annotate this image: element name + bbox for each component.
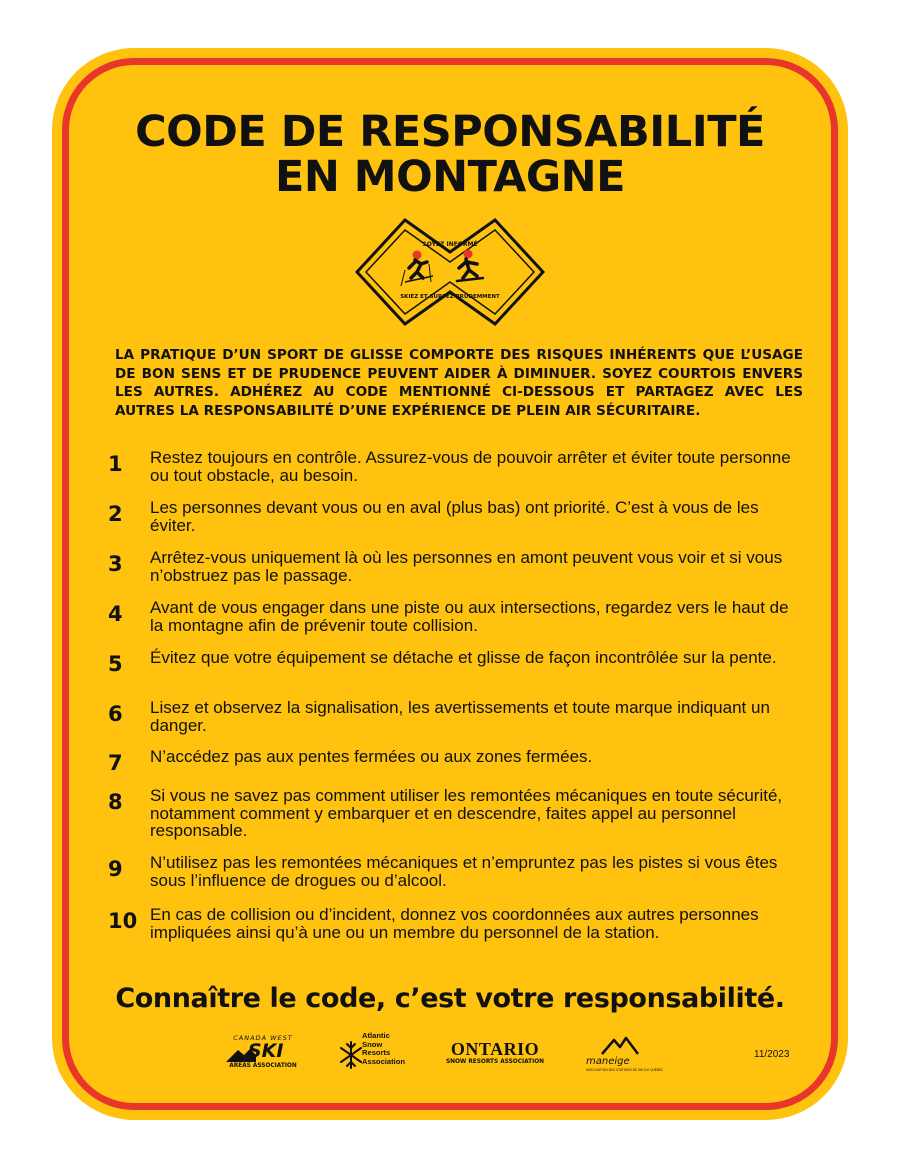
snowflake-icon xyxy=(340,1040,362,1070)
maneige-logo xyxy=(584,1034,684,1074)
rule-number: 1 xyxy=(108,452,123,476)
tagline: Connaître le code, c’est votre responsabilité. xyxy=(115,983,785,1014)
rule-number: 4 xyxy=(108,602,123,626)
rule-text: En cas de collision ou d’incident, donnez vos coordonnées aux autres personnes impliquées ainsi qu’à une ou un membre du personnel de la station. xyxy=(150,905,759,942)
atlantic-logo-text xyxy=(362,1032,412,1066)
emblem-bottom-text: SKIEZ ET SURFEZ PRUDEMMENT xyxy=(400,294,500,300)
rule-number: 2 xyxy=(108,502,123,526)
rule-text: Les personnes devant vous ou en aval (plus bas) ont priorité. C’est à vous de les éviter. xyxy=(150,498,759,535)
atlantic-line-3: Resorts xyxy=(362,1048,391,1058)
rule-number: 7 xyxy=(108,751,123,775)
rule-number: 9 xyxy=(108,857,123,881)
atlantic-line-2: Snow xyxy=(362,1039,383,1049)
rule-text: Si vous ne savez pas comment utiliser les remontées mécaniques en toute sécurité, notamment comment y embarquer et en descendre, faites appel au personnel responsable. xyxy=(150,786,783,840)
canada-west-ski-logo xyxy=(222,1034,302,1074)
atlantic-snow-resorts-logo xyxy=(338,1030,408,1080)
maneige-text: maneige xyxy=(586,1056,630,1067)
rule-text: Évitez que votre équipement se détache et glisse de façon incontrôlée sur la pente. xyxy=(150,648,777,667)
ontario-snow-resorts-logo xyxy=(432,1040,558,1070)
atlantic-line-1: Atlantic xyxy=(362,1031,390,1040)
rule-text: N’accédez pas aux pentes fermées ou aux zones fermées. xyxy=(150,747,593,766)
areas-association-text: AREAS ASSOCIATION xyxy=(229,1063,297,1069)
rule-text: Avant de vous engager dans une piste ou aux intersections, regardez vers le haut de la montagne afin de prévenir toute collision. xyxy=(150,598,789,635)
title-line-2: EN MONTAGNE xyxy=(274,152,626,202)
rule-number: 10 xyxy=(108,909,138,933)
rule-text: N’utilisez pas les remontées mécaniques et n’empruntez pas les pistes si vous êtes sous l’influence de drogues ou d’alcool. xyxy=(150,853,778,890)
maneige-subtitle: ASSOCIATION DES STATIONS DE SKI DU QUÉBEC xyxy=(586,1068,664,1072)
version-date: 11/2023 xyxy=(754,1049,790,1060)
intro-paragraph: LA PRATIQUE D’UN SPORT DE GLISSE COMPORTE DES RISQUES INHÉRENTS QUE L’USAGE DE BON SENS ET DE PRUDENCE PEUVENT AIDER À DIMINUER. SOYEZ COURTOIS ENVERS LES AUTRES. ADHÉREZ AU CODE MENTIONNÉ CI-DESSOUS ET PARTAGEZ AVEC LES AUTRES LA RESPONSABILITÉ D’UNE EXPÉRIENCE DE PLEIN AIR SÉCURITAIRE. xyxy=(115,347,803,419)
ontario-text: ONTARIO xyxy=(450,1039,540,1059)
rule-number: 3 xyxy=(108,552,123,576)
mountain-icon xyxy=(600,1036,640,1056)
skier-snowboarder-emblem xyxy=(355,202,545,342)
rule-number: 5 xyxy=(108,652,123,676)
atlantic-line-4: Association xyxy=(362,1056,406,1066)
rule-text: Restez toujours en contrôle. Assurez-vous de pouvoir arrêter et éviter toute personne ou tout obstacle, au besoin. xyxy=(150,448,791,485)
canada-west-text: CANADA WEST xyxy=(233,1034,293,1042)
title-line-1: CODE DE RESPONSABILITÉ xyxy=(135,107,765,157)
rule-number: 6 xyxy=(108,702,123,726)
emblem-top-text: SOYEZ INFORMÉ xyxy=(422,241,478,248)
double-diamond-outline xyxy=(357,220,543,324)
rule-text: Lisez et observez la signalisation, les avertissements et toute marque indiquant un danger. xyxy=(150,698,770,735)
ski-text: SKI xyxy=(248,1040,284,1062)
snow-resorts-association-text: SNOW RESORTS ASSOCIATION xyxy=(445,1059,545,1065)
rule-number: 8 xyxy=(108,790,123,814)
rule-text: Arrêtez-vous uniquement là où les personnes en amont peuvent vous voir et si vous n’obstruez pas le passage. xyxy=(150,548,783,585)
